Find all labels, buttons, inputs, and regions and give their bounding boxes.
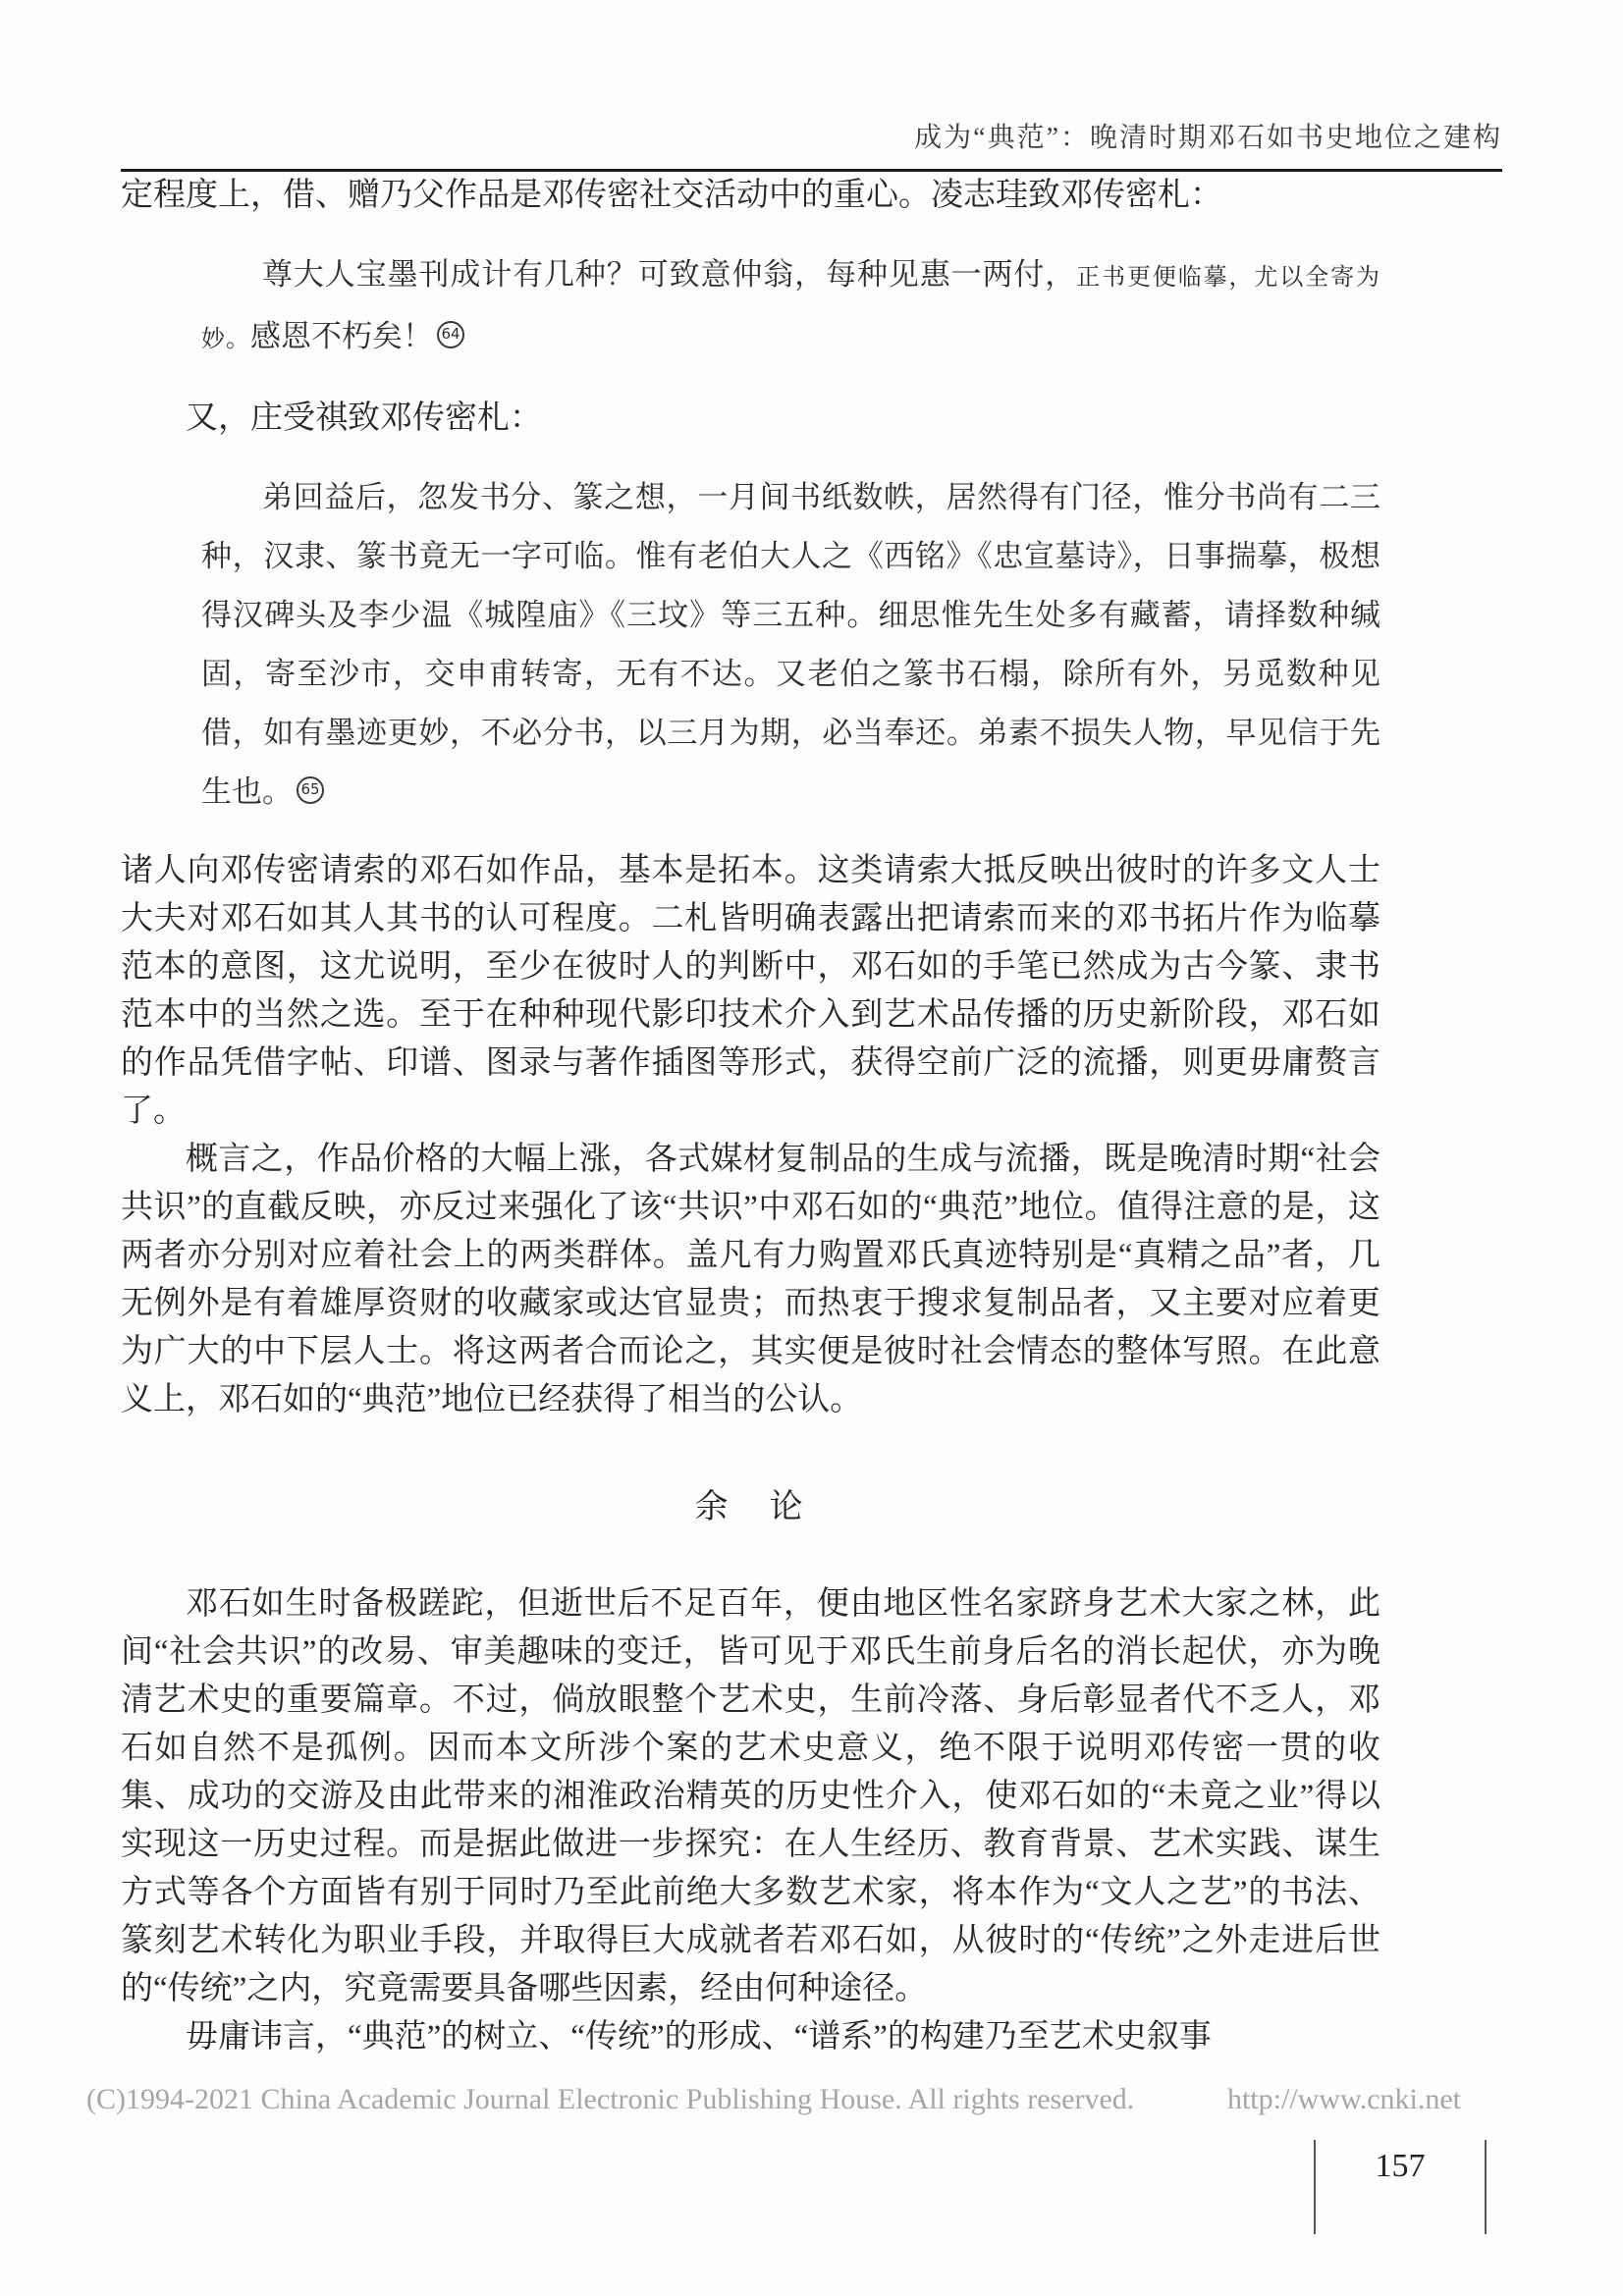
section-heading-epilogue: 余 论 [694,1489,807,1525]
article-body [121,172,1380,2061]
paragraph-discussion: 诸人向邓传密请索的邓石如作品，基本是拓本。这类请索大抵反映出彼时的许多文人士大夫对邓石如其人其书的认可程度。二札皆明确表露出把请索而来的邓书拓片作为临摹范本的意图，这尤说明，至少在彼时人的判断中，邓石如的手笔已然成为古今篆、隶书范本中的当然之选。至于在种种现代影印技术介入到艺术品传播的历史新阶段，邓石如的作品凭借字帖、印谱、图录与著作插图等形式，获得空前广泛的流播，则更毋庸赘言了。 [121,853,1380,1129]
cnki-url: http://www.cnki.net [1226,2083,1461,2115]
running-title: 成为“典范”：晚清时期邓石如书史地位之建构 [914,123,1502,153]
copyright-text: (C)1994-2021 China Academic Journal Electronic Publishing House. All rights reserved. [86,2083,1135,2115]
paragraph-epilogue: 邓石如生时备极蹉跎，但逝世后不足百年，便由地区性名家跻身艺术大家之林，此间“社会共识”的改易、审美趣味的变迁，皆可见于邓氏生前身后名的消长起伏，亦为晚清艺术史的重要篇章。不过，倘放眼整个艺术史，生前冷落、身后彰显者代不乏人，邓石如自然不是孤例。因而本文所涉个案的艺术史意义，绝不限于说明邓传密一贯的收集、成功的交游及由此带来的湘淮政治精英的历史性介入，使邓石如的“未竟之业”得以实现这一历史过程。而是据此做进一步探究：在人生经历、教育背景、艺术实践、谋生方式等各个方面皆有别于同时乃至此前绝大多数艺术家，将本作为“文人之艺”的书法、篆刻艺术转化为职业手段，并取得巨大成就者若邓石如，从彼时的“传统”之外走进后世的“传统”之内，究竟需要具备哪些因素，经由何种途径。 [121,1586,1380,2006]
paragraph-summary: 概言之，作品价格的大幅上涨，各式媒材复制品的生成与流播，既是晚清时期“社会共识”的直截反映，亦反过来强化了该“共识”中邓石如的“典范”地位。值得注意的是，这两者亦分别对应着社会上的两类群体。盖凡有力购置邓氏真迹特别是“真精之品”者，几无例外是有着雄厚资财的收藏家或达官显贵；而热衷于搜求复制品者，又主要对应着更为广大的中下层人士。将这两者合而论之，其实便是彼时社会情态的整体写照。在此意义上，邓石如的“典范”地位已经获得了相当的公认。 [121,1142,1380,1417]
quote-zhuang-text: 弟回益后，忽发书分、篆之想，一月间书纸数帙，居然得有门径，惟分书尚有二三种，汉隶、篆书竟无一字可临。惟有老伯大人之《西铭》《忠宣墓诗》，日事揣摹，极想得汉碑头及李少温《城隍庙》《三坟》等三五种。细思惟先生处多有藏蓄，请择数种缄固，寄至沙市，交申甫转寄，无有不达。又老伯之篆书石榻，除所有外，另觅数种见借，如有墨迹更妙，不必分书，以三月为期，必当奉还。弟素不损失人物，早见信于先生也。 [201,480,1380,809]
page-number-right-rule [1485,2140,1487,2234]
footnote-marker-65: 65 [297,776,324,804]
quote-letter-zhuang [201,468,1380,822]
quote-ling-text-start: 尊大人宝墨刊成计有几种？可致意仲翁，每种见惠一两付， [262,257,1077,292]
paragraph-zhuang-intro: 又，庄受祺致邓传密札： [186,400,542,436]
paragraph-intro: 定程度上，借、赠乃父作品是邓传密社交活动中的重心。凌志珪致邓传密札： [121,178,1222,213]
quote-letter-ling [201,245,1380,369]
page-number-left-rule [1314,2140,1316,2234]
page-number-block [1314,2140,1487,2234]
paragraph-final: 毋庸讳言，“典范”的树立、“传统”的形成、“谱系”的构建乃至艺术史叙事 [186,2019,1212,2055]
page-number: 157 [1375,2148,1426,2184]
footnote-marker-64: 64 [437,321,464,348]
copyright-watermark [86,2083,1461,2116]
page-header [121,0,1502,172]
quote-ling-text-end: 感恩不朽矣！ [250,319,433,353]
quote-ling-inline-note: 正书更便临摹，尤以全寄为妙。 [201,265,1380,352]
